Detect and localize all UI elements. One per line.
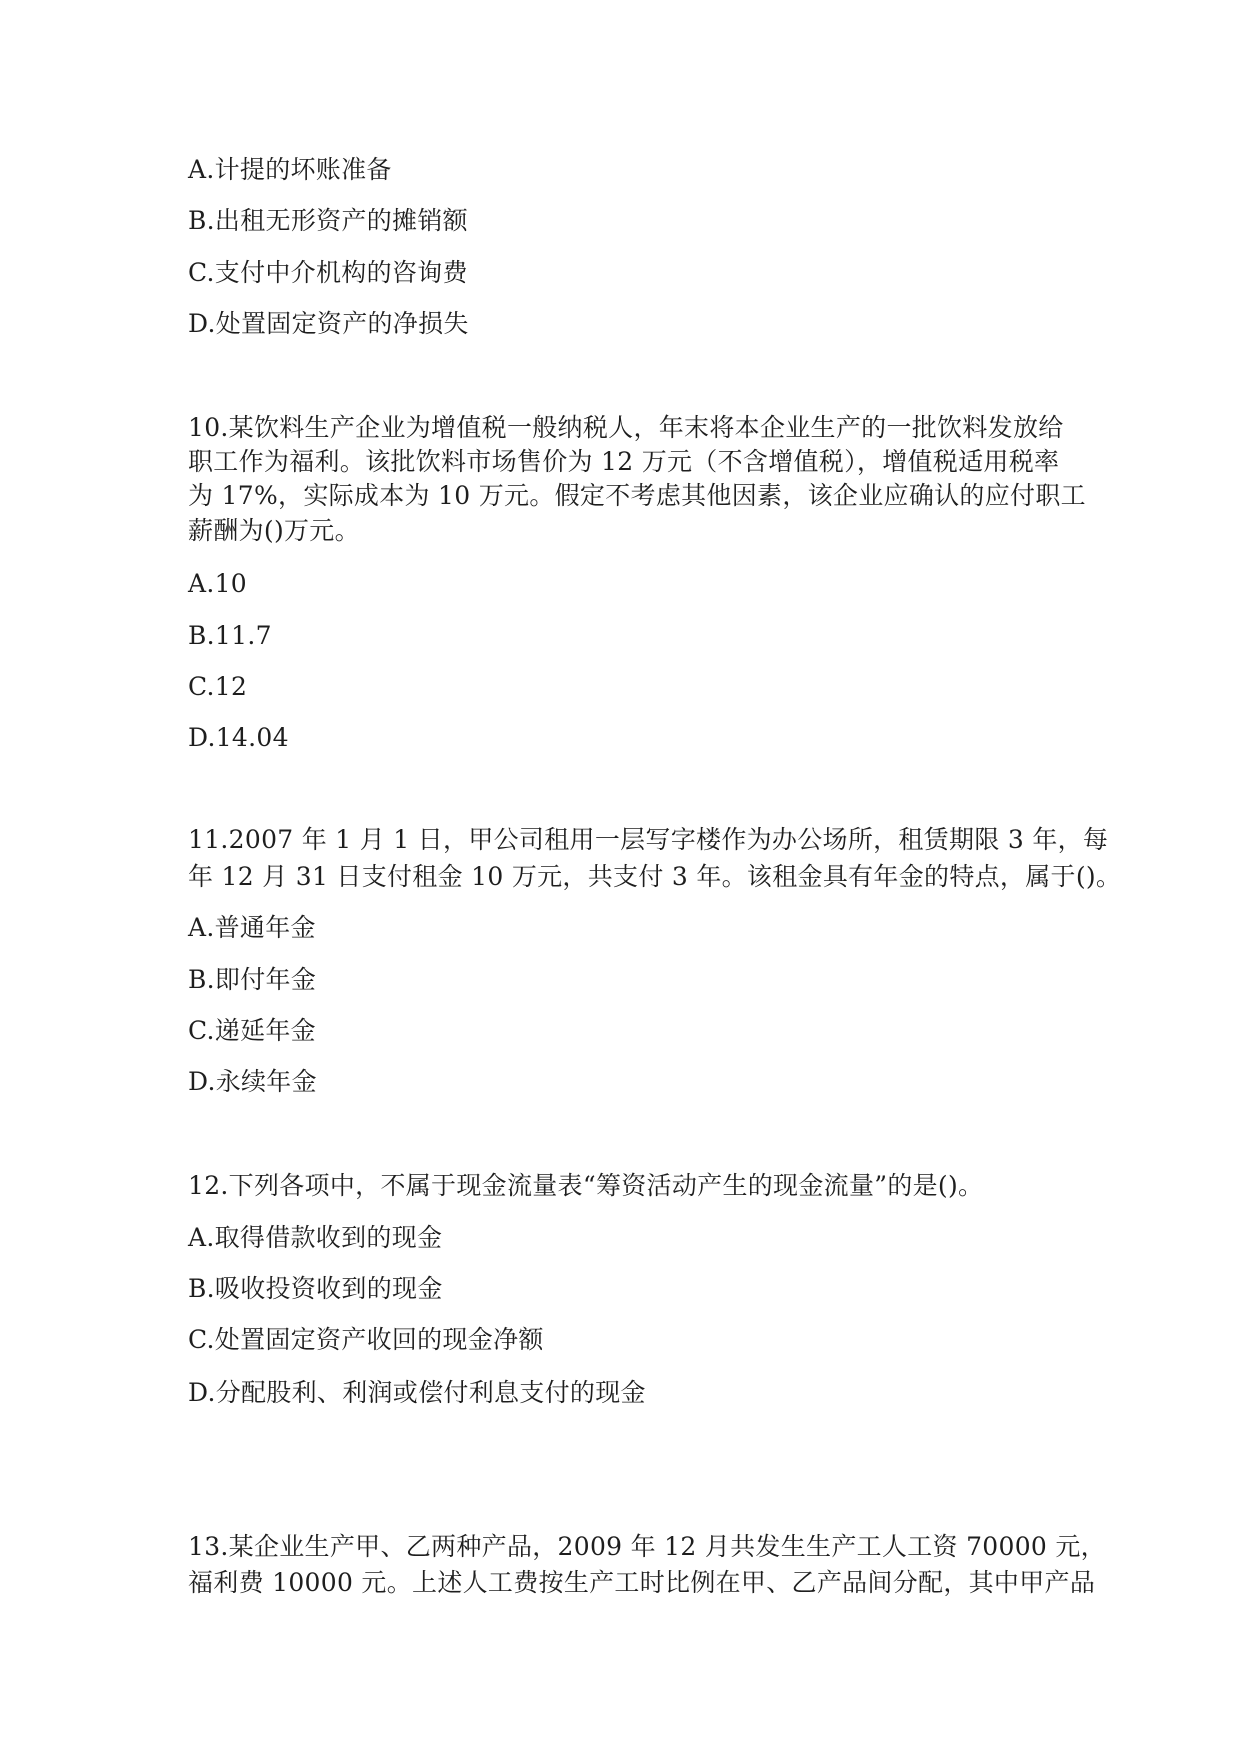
q13-stem-line: 13.某企业生产甲、乙两种产品，2009 年 12 月共发生生产工人工资 70000 元， <box>188 1532 1106 1561</box>
q10-option-d: D.14.04 <box>188 723 289 752</box>
q13-stem-line: 福利费 10000 元。上述人工费按生产工时比例在甲、乙产品间分配，其中甲产品 <box>188 1568 1096 1597</box>
q11-option-a: A.普通年金 <box>188 913 316 942</box>
q10-stem-line: 职工作为福利。该批饮料市场售价为 12 万元（不含增值税），增值税适用税率 <box>188 447 1060 476</box>
q11-option-d: D.永续年金 <box>188 1067 317 1096</box>
q11-option-c: C.递延年金 <box>188 1016 316 1045</box>
q12-option-d: D.分配股利、利润或偿付利息支付的现金 <box>188 1378 646 1407</box>
q10-option-a: A.10 <box>188 569 248 598</box>
q9-option-a: A.计提的坏账准备 <box>188 155 392 184</box>
q11-stem-line: 11.2007 年 1 月 1 日，甲公司租用一层写字楼作为办公场所，租赁期限 3 年，每 <box>188 825 1109 854</box>
q9-option-b: B.出租无形资产的摊销额 <box>188 206 468 235</box>
q10-stem-line: 10.某饮料生产企业为增值税一般纳税人，年末将本企业生产的一批饮料发放给 <box>188 413 1064 442</box>
q12-option-a: A.取得借款收到的现金 <box>188 1223 443 1252</box>
q10-option-c: C.12 <box>188 672 248 701</box>
q9-option-d: D.处置固定资产的净损失 <box>188 309 469 338</box>
q12-option-c: C.处置固定资产收回的现金净额 <box>188 1325 544 1354</box>
q10-stem-line: 薪酬为()万元。 <box>188 516 360 545</box>
q12-option-b: B.吸收投资收到的现金 <box>188 1274 443 1303</box>
q10-stem-line: 为 17%，实际成本为 10 万元。假定不考虑其他因素，该企业应确认的应付职工 <box>188 481 1086 510</box>
q10-option-b: B.11.7 <box>188 621 272 650</box>
q11-stem-line: 年 12 月 31 日支付租金 10 万元，共支付 3 年。该租金具有年金的特点，属于()。 <box>188 862 1122 891</box>
q9-option-c: C.支付中介机构的咨询费 <box>188 258 468 287</box>
q11-option-b: B.即付年金 <box>188 965 317 994</box>
q12-stem-line: 12.下列各项中，不属于现金流量表“筹资活动产生的现金流量”的是()。 <box>188 1171 984 1200</box>
